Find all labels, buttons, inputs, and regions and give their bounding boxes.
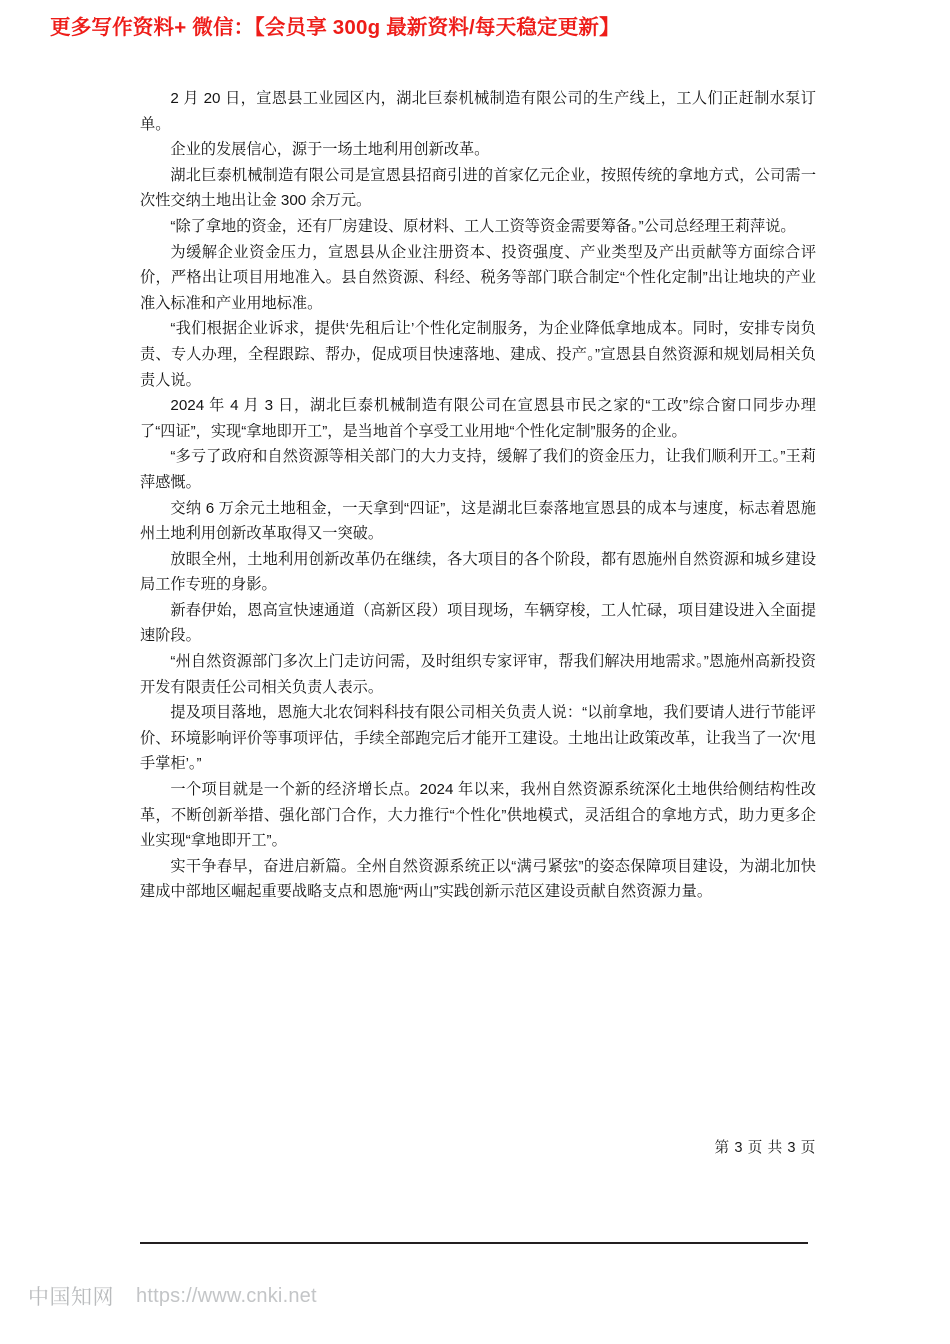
- body-paragraph: 湖北巨泰机械制造有限公司是宣恩县招商引进的首家亿元企业，按照传统的拿地方式，公司需一次性交纳土地出让金 300 余万元。: [140, 166, 816, 210]
- body-paragraph: 2 月 20 日，宣恩县工业园区内，湖北巨泰机械制造有限公司的生产线上，工人们正赶制水泵订单。: [140, 90, 816, 133]
- body-paragraph: “州自然资源部门多次上门走访问需，及时组织专家评审，帮我们解决用地需求。”恩施州高新投资开发有限责任公司相关负责人表示。: [140, 653, 816, 696]
- body-paragraph: 新春伊始，恩高宣快速通道（高新区段）项目现场，车辆穿梭，工人忙碌，项目建设进入全面提速阶段。: [140, 601, 816, 645]
- body-paragraph: 为缓解企业资金压力，宣恩县从企业注册资本、投资强度、产业类型及产出贡献等方面综合评价，严格出让项目用地准入。县自然资源、科经、税务等部门联合制定“个性化定制”出让地块的产业准入标准和产业用地标准。: [140, 243, 816, 312]
- cnki-logo-text: 中国知网: [28, 1286, 114, 1309]
- body-paragraph: 放眼全州，土地利用创新改革仍在继续，各大项目的各个阶段，都有恩施州自然资源和城乡建设局工作专班的身影。: [140, 550, 816, 594]
- body-paragraph: 企业的发展信心，源于一场土地利用创新改革。: [170, 141, 490, 159]
- footer-divider: [140, 1242, 808, 1244]
- body-paragraph: 实干争春早，奋进启新篇。全州自然资源系统正以“满弓紧弦”的姿态保障项目建设，为湖北加快建成中部地区崛起重要战略支点和恩施“两山”实践创新示范区建设贡献自然资源力量。: [140, 857, 816, 901]
- body-paragraph: 交纳 6 万余元土地租金，一天拿到“四证”，这是湖北巨泰落地宣恩县的成本与速度，标志着恩施州土地利用创新改革取得又一突破。: [140, 499, 816, 543]
- cnki-watermark: [28, 1281, 317, 1311]
- body-paragraph: 提及项目落地，恩施大北农饲料科技有限公司相关负责人说：“以前拿地，我们要请人进行节能评价、环境影响评价等事项评估，手续全部跑完后才能开工建设。土地出让政策改革，让我当了一次‘甩手掌柜’。”: [140, 704, 816, 773]
- body-paragraph: “多亏了政府和自然资源等相关部门的大力支持，缓解了我们的资金压力，让我们顺利开工。”王莉萍感慨。: [140, 448, 816, 491]
- body-paragraph: “除了拿地的资金，还有厂房建设、原材料、工人工资等资金需要筹备。”公司总经理王莉萍说。: [170, 217, 796, 235]
- page-number: 第 3 页 共 3 页: [714, 1140, 816, 1156]
- document-body: [140, 86, 816, 905]
- body-paragraph: 一个项目就是一个新的经济增长点。2024 年以来，我州自然资源系统深化土地供给侧结构性改革，不断创新举措、强化部门合作，大力推行“个性化”供地模式，灵活组合的拿地方式，助力更多企业实现“拿地即开工”。: [140, 781, 816, 850]
- promo-banner: 更多写作资料+ 微信：【会员享 300g 最新资料/每天稳定更新】: [50, 16, 620, 39]
- cnki-url: https://www.cnki.net: [136, 1284, 317, 1307]
- body-paragraph: 2024 年 4 月 3 日，湖北巨泰机械制造有限公司在宣恩县市民之家的“工改”综合窗口同步办理了“四证”，实现“拿地即开工”，是当地首个享受工业用地“个性化定制”服务的企业。: [140, 397, 816, 440]
- body-paragraph: “我们根据企业诉求，提供‘先租后让’个性化定制服务，为企业降低拿地成本。同时，安排专岗负责、专人办理，全程跟踪、帮办，促成项目快速落地、建成、投产。”宣恩县自然资源和规划局相关负责人说。: [140, 320, 816, 389]
